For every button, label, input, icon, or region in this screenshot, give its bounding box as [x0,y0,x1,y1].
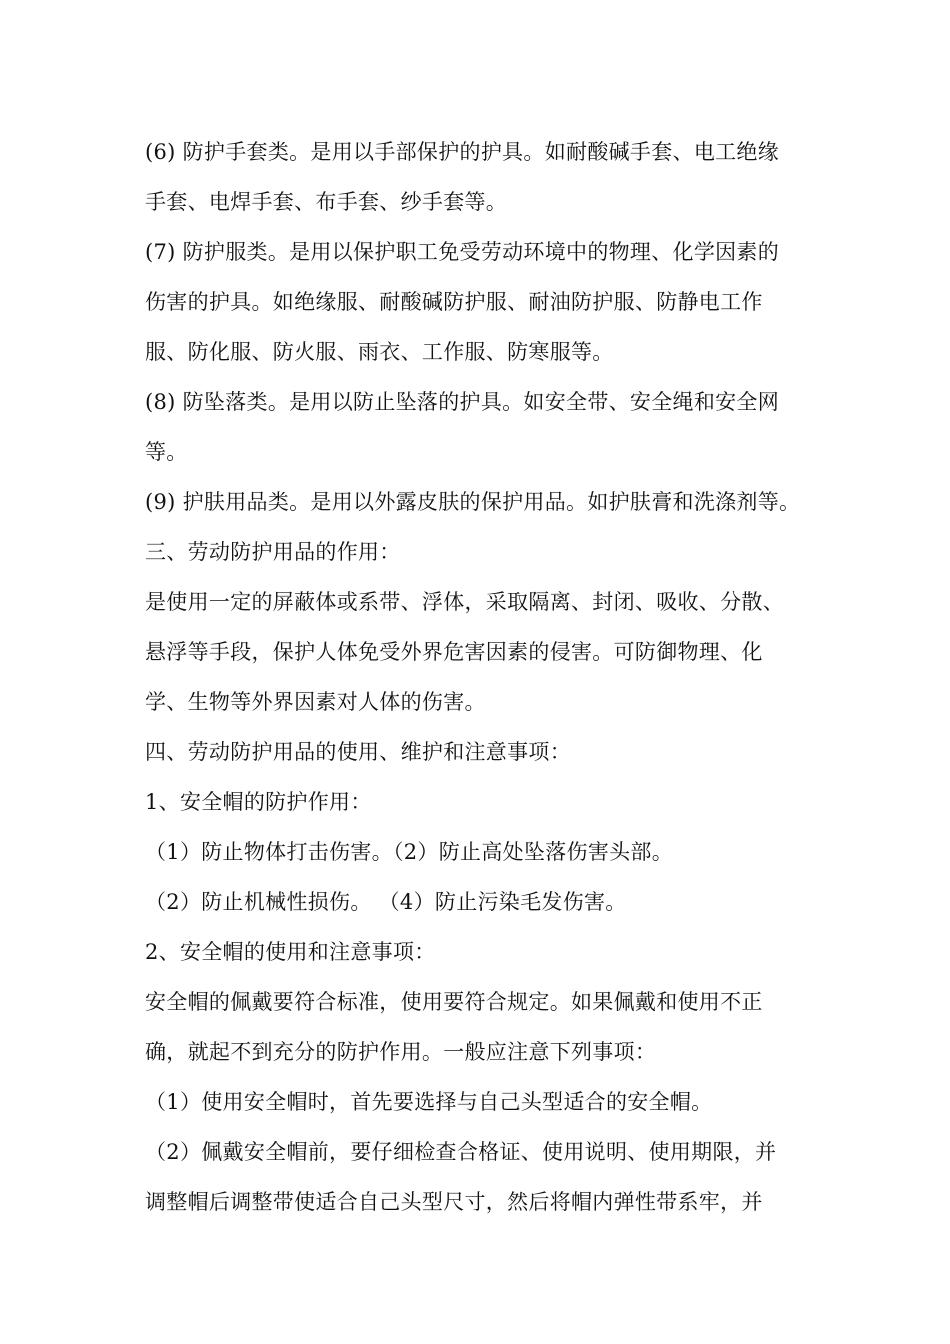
text-line: （1）使用安全帽时，首先要选择与自己头型适合的安全帽。 [145,1090,713,1114]
text-line: （2）防止机械性损伤。 （4）防止污染毛发伤害。 [145,890,627,914]
section-heading: 三、劳动防护用品的作用： [145,540,401,564]
subsection-heading: 1、安全帽的防护作用： [145,790,372,814]
text-line: (9) 护肤用品类。是用以外露皮肤的保护用品。如护肤膏和洗涤剂等。 [145,490,801,514]
text-line: （1）防止物体打击伤害。（2）防止高处坠落伤害头部。 [145,840,674,864]
text-line: 调整帽后调整带使适合自己头型尺寸，然后将帽内弹性带系牢，并 [145,1190,763,1214]
section-heading: 四、劳动防护用品的使用、维护和注意事项： [145,740,571,764]
text-line: 服、防化服、防火服、雨衣、工作服、防寒服等。 [145,340,614,364]
text-line: (7) 防护服类。是用以保护职工免受劳动环境中的物理、化学因素的 [145,240,780,264]
text-line: (6) 防护手套类。是用以手部保护的护具。如耐酸碱手套、电工绝缘 [145,140,780,164]
text-line: (8) 防坠落类。是用以防止坠落的护具。如安全带、安全绳和安全网 [145,390,780,414]
subsection-heading: 2、安全帽的使用和注意事项： [145,940,436,964]
text-line: 是使用一定的屏蔽体或系带、浮体，采取隔离、封闭、吸收、分散、 [145,590,784,614]
text-line: （2）佩戴安全帽前，要仔细检查合格证、使用说明、使用期限，并 [145,1140,777,1164]
text-line: 确，就起不到充分的防护作用。一般应注意下列事项： [145,1040,657,1064]
text-line: 伤害的护具。如绝缘服、耐酸碱防护服、耐油防护服、防静电工作 [145,290,763,314]
text-line: 悬浮等手段，保护人体免受外界危害因素的侵害。可防御物理、化 [145,640,763,664]
text-line: 等。 [145,440,188,464]
text-line: 学、生物等外界因素对人体的伤害。 [145,690,486,714]
text-line: 安全帽的佩戴要符合标准，使用要符合规定。如果佩戴和使用不正 [145,990,763,1014]
text-line: 手套、电焊手套、布手套、纱手套等。 [145,190,508,214]
